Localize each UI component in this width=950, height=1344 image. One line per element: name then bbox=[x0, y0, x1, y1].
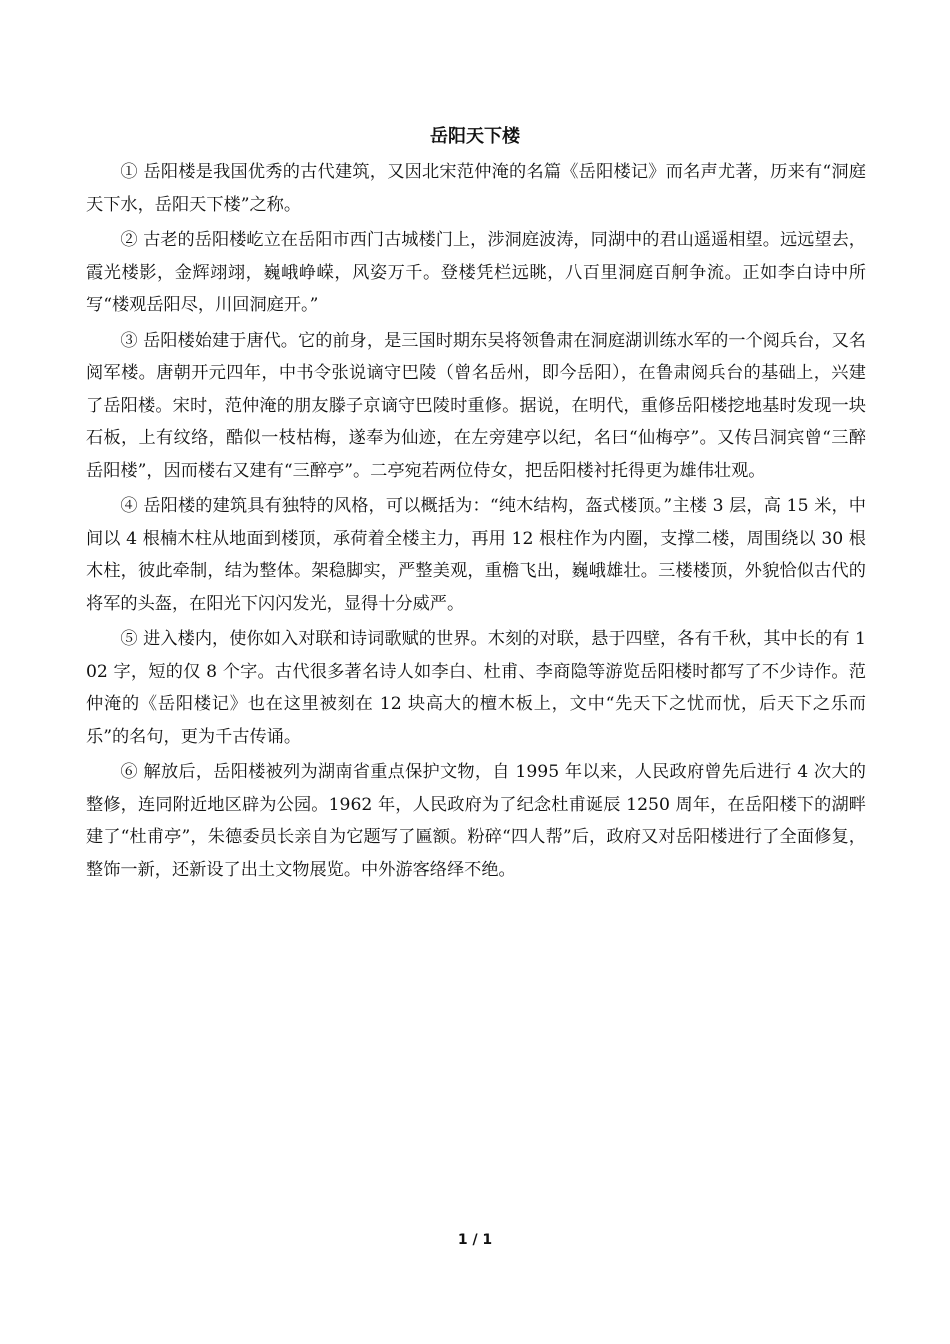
paragraph-1: ① 岳阳楼是我国优秀的古代建筑，又因北宋范仲淹的名篇《岳阳楼记》而名声尤著，历来有“洞庭天下水，岳阳天下楼”之称。 bbox=[86, 162, 866, 215]
document-body bbox=[86, 156, 866, 889]
paragraph-3: ③ 岳阳楼始建于唐代。它的前身，是三国时期东吴将领鲁肃在洞庭湖训练水军的一个阅兵台，又名阅军楼。唐朝开元四年，中书令张说谪守巴陵（曾名岳州，即今岳阳），在鲁肃阅兵台的基础上，兴建了岳阳楼。宋时，范仲淹的朋友滕子京谪守巴陵时重修。据说，在明代，重修岳阳楼挖地基时发现一块石板，上有纹络，酷似一枝枯梅，遂奉为仙迹，在左旁建亭以纪，名曰“仙梅亭”。又传吕洞宾曾“三醉岳阳楼”，因而楼右又建有“三醉亭”。二亭宛若两位侍女，把岳阳楼衬托得更为雄伟壮观。 bbox=[86, 330, 866, 481]
page-number: 1 / 1 bbox=[457, 1232, 493, 1248]
paragraph-4: ④ 岳阳楼的建筑具有独特的风格，可以概括为：“纯木结构，盔式楼顶。”主楼 3 层，高 15 米，中间以 4 根楠木柱从地面到楼顶，承荷着全楼主力，再用 12 根柱作为内圈，支撑二楼，周围绕以 30 根木柱，彼此牵制，结为整体。架稳脚实，严整美观，重檐飞出，巍峨雄壮。三楼楼顶，外貌恰似古代的将军的头盔，在阳光下闪闪发光，显得十分威严。 bbox=[86, 496, 866, 614]
paragraph-6: ⑥ 解放后，岳阳楼被列为湖南省重点保护文物，自 1995 年以来，人民政府曾先后进行 4 次大的整修，连同附近地区辟为公园。1962 年，人民政府为了纪念杜甫诞辰 1250 周年，在岳阳楼下的湖畔建了“杜甫亭”，朱德委员长亲自为它题写了匾额。粉碎“四人帮”后，政府又对岳阳楼进行了全面修复，整饰一新，还新设了出土文物展览。中外游客络绎不绝。 bbox=[86, 762, 866, 880]
paragraph-2: ② 古老的岳阳楼屹立在岳阳市西门古城楼门上，涉洞庭波涛，同湖中的君山遥遥相望。远远望去，霞光楼影，金辉翊翊，巍峨峥嵘，风姿万千。登楼凭栏远眺，八百里洞庭百舸争流。正如李白诗中所写“楼观岳阳尽，川回洞庭开。” bbox=[86, 230, 866, 315]
paragraph-5: ⑤ 进入楼内，使你如入对联和诗词歌赋的世界。木刻的对联，悬于四壁，各有千秋，其中长的有 102 字，短的仅 8 个字。古代很多著名诗人如李白、杜甫、李商隐等游览岳阳楼时都写了不少诗作。范仲淹的《岳阳楼记》也在这里被刻在 12 块高大的檀木板上，文中“先天下之忧而忧，后天下之乐而乐”的名句，更为千古传诵。 bbox=[86, 629, 866, 747]
document-title: 岳阳天下楼 bbox=[430, 126, 520, 147]
